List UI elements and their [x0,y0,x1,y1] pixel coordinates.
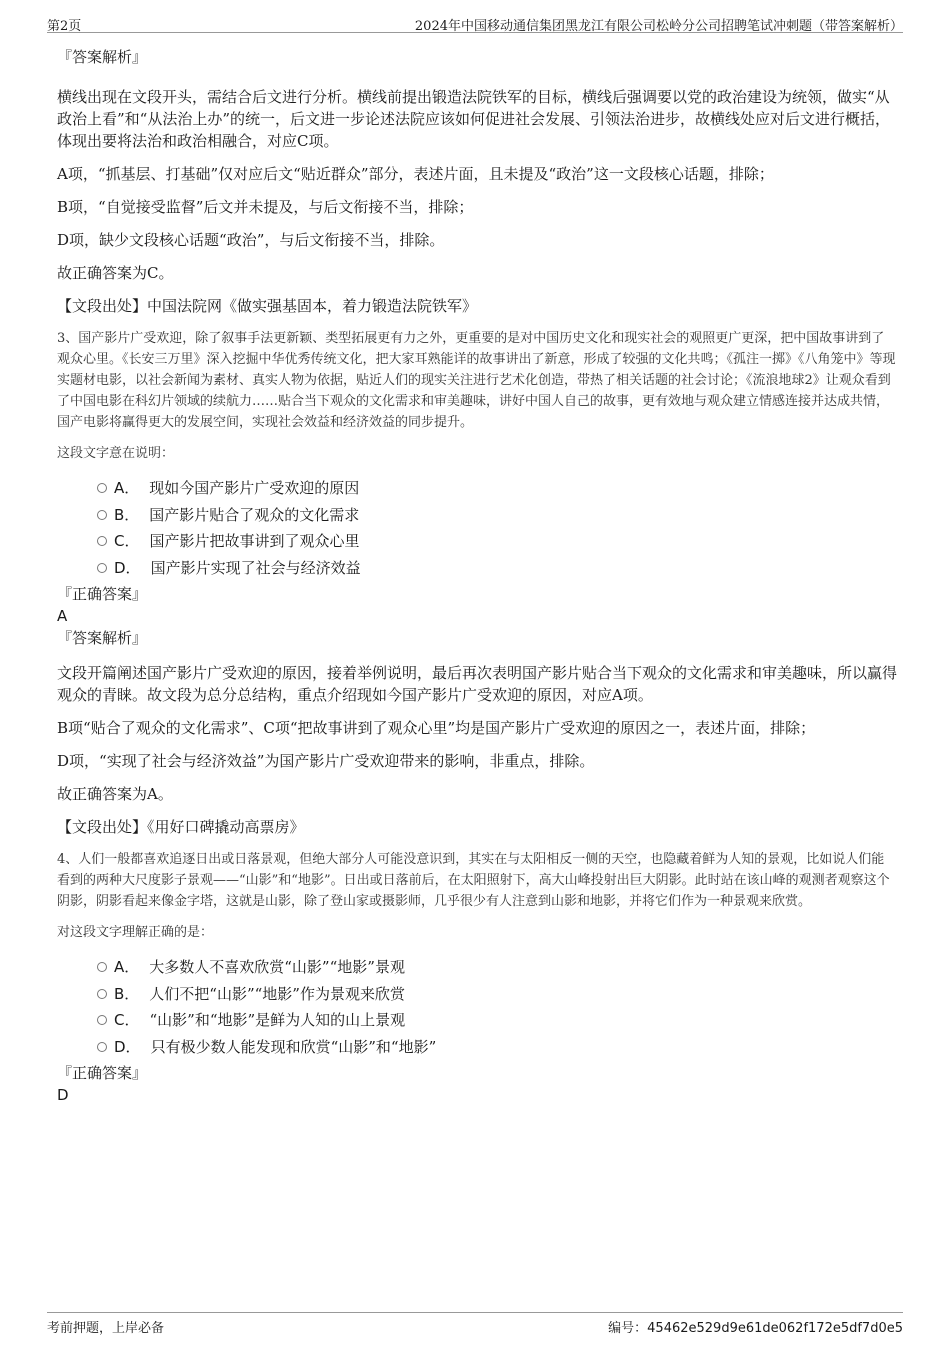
radio-icon[interactable] [97,536,107,546]
question-3-stem: 3、国产影片广受欢迎，除了叙事手法更新颖、类型拓展更有力之外，更重要的是对中国历史文化和现实社会的观照更广更深，把中国故事讲到了观众心里。《长安三万里》深入挖掘中华优秀传统文化，把大家耳熟能详的故事讲出了新意，形成了较强的文化共鸣；《孤注一掷》《八角笼中》等现实题材电影，以社会新闻为素材、真实人物为依据，贴近人们的现实关注进行艺术化创造，带热了相关话题的社会讨论；《流浪地球2》让观众看到了中国电影在科幻片领域的续航力……贴合当下观众的文化需求和审美趣味，讲好中国人自己的故事，更有效地与观众建立情感连接并达成共情，国产电影将赢得更大的发展空间，实现社会效益和经济效益的同步提升。 [57,331,896,430]
answer-value: A [57,607,68,625]
radio-icon[interactable] [97,483,107,493]
radio-icon[interactable] [97,1042,107,1052]
radio-icon[interactable] [97,989,107,999]
analysis-option-bc: B项“贴合了观众的文化需求”、C项“把故事讲到了观众心里”均是国产影片广受欢迎的原因之一，表述片面，排除； [57,719,816,737]
radio-icon[interactable] [97,962,107,972]
question-4-option-a[interactable]: A． 大多数人不喜欢欣赏“山影”“地影”景观 [57,954,897,981]
analysis-option-d: D项，缺少文段核心话题“政治”，与后文衔接不当，排除。 [57,231,445,249]
document-code: 编号：45462e529d9e61de062f172e5df7d0e5 [608,1321,903,1336]
analysis-option-d: D项，“实现了社会与经济效益”为国产影片广受欢迎带来的影响，非重点，排除。 [57,752,595,770]
conclusion: 故正确答案为A。 [57,785,173,803]
radio-icon[interactable] [97,1015,107,1025]
question-4-option-c[interactable]: C． “山影”和“地影”是鲜为人知的山上景观 [57,1007,897,1034]
analysis-option-b: B项，“自觉接受监督”后文并未提及，与后文衔接不当，排除； [57,198,474,216]
page-header [47,10,903,33]
question-3-prompt: 这段文字意在说明： [57,446,175,461]
analysis-label: 『答案解析』 [57,629,148,647]
question-3-option-d[interactable]: D． 国产影片实现了社会与经济效益 [57,555,897,582]
question-4-stem: 4、人们一般都喜欢追逐日出或日落景观，但绝大部分人可能没意识到，其实在与太阳相反一侧的天空，也隐藏着鲜为人知的景观，比如说人们能看到的两种大尺度影子景观——“山影”和“地影”。日出或日落前后，在太阳照射下，高大山峰投射出巨大阴影。此时站在该山峰的观测者观察这个阴影，阴影看起来像金字塔，这就是山影，除了登山家或摄影师，几乎很少有人注意到山影和地影，并将它们作为一种景观来欣赏。 [57,852,890,909]
question-3-options [57,475,897,581]
radio-icon[interactable] [97,563,107,573]
answer-label: 『正确答案』 [57,585,148,603]
source-citation: 【文段出处】《用好口碑撬动高票房》 [57,818,305,836]
question-3-option-c[interactable]: C． 国产影片把故事讲到了观众心里 [57,528,897,555]
footer-slogan: 考前押题，上岸必备 [47,1321,165,1336]
page-content [57,40,897,1106]
question-4-option-b[interactable]: B． 人们不把“山影”“地影”作为景观来欣赏 [57,981,897,1008]
document-title: 2024年中国移动通信集团黑龙江有限公司松岭分公司招聘笔试冲刺题（带答案解析） [414,19,903,34]
answer-label: 『正确答案』 [57,1064,148,1082]
analysis-text: 横线出现在文段开头，需结合后文进行分析。横线前提出锻造法院铁军的目标，横线后强调要以党的政治建设为统领，做实“从政治上看”和“从法治上办”的统一，后文进一步论述法院应该如何促进社会发展、引领法治进步，故横线处应对后文进行概括，体现出要将法治和政治相融合，对应C项。 [57,88,891,150]
question-4-options [57,954,897,1060]
question-3-option-a[interactable]: A． 现如今国产影片广受欢迎的原因 [57,475,897,502]
analysis-label: 『答案解析』 [57,48,148,66]
page-number: 第2页 [47,19,82,34]
radio-icon[interactable] [97,510,107,520]
question-4-option-d[interactable]: D． 只有极少数人能发现和欣赏“山影”和“地影” [57,1034,897,1061]
page-footer [47,1312,903,1337]
answer-value: D [57,1086,69,1104]
conclusion: 故正确答案为C。 [57,264,174,282]
source-citation: 【文段出处】中国法院网《做实强基固本，着力锻造法院铁军》 [57,297,478,315]
analysis-option-a: A项，“抓基层、打基础”仅对应后文“贴近群众”部分，表述片面，且未提及“政治”这一文段核心话题，排除； [57,165,774,183]
question-3-option-b[interactable]: B． 国产影片贴合了观众的文化需求 [57,502,897,529]
analysis-text: 文段开篇阐述国产影片广受欢迎的原因，接着举例说明，最后再次表明国产影片贴合当下观众的文化需求和审美趣味，所以赢得观众的青睐。故文段为总分总结构，重点介绍现如今国产影片广受欢迎的原因，对应A项。 [57,664,898,704]
question-4-prompt: 对这段文字理解正确的是： [57,925,214,940]
